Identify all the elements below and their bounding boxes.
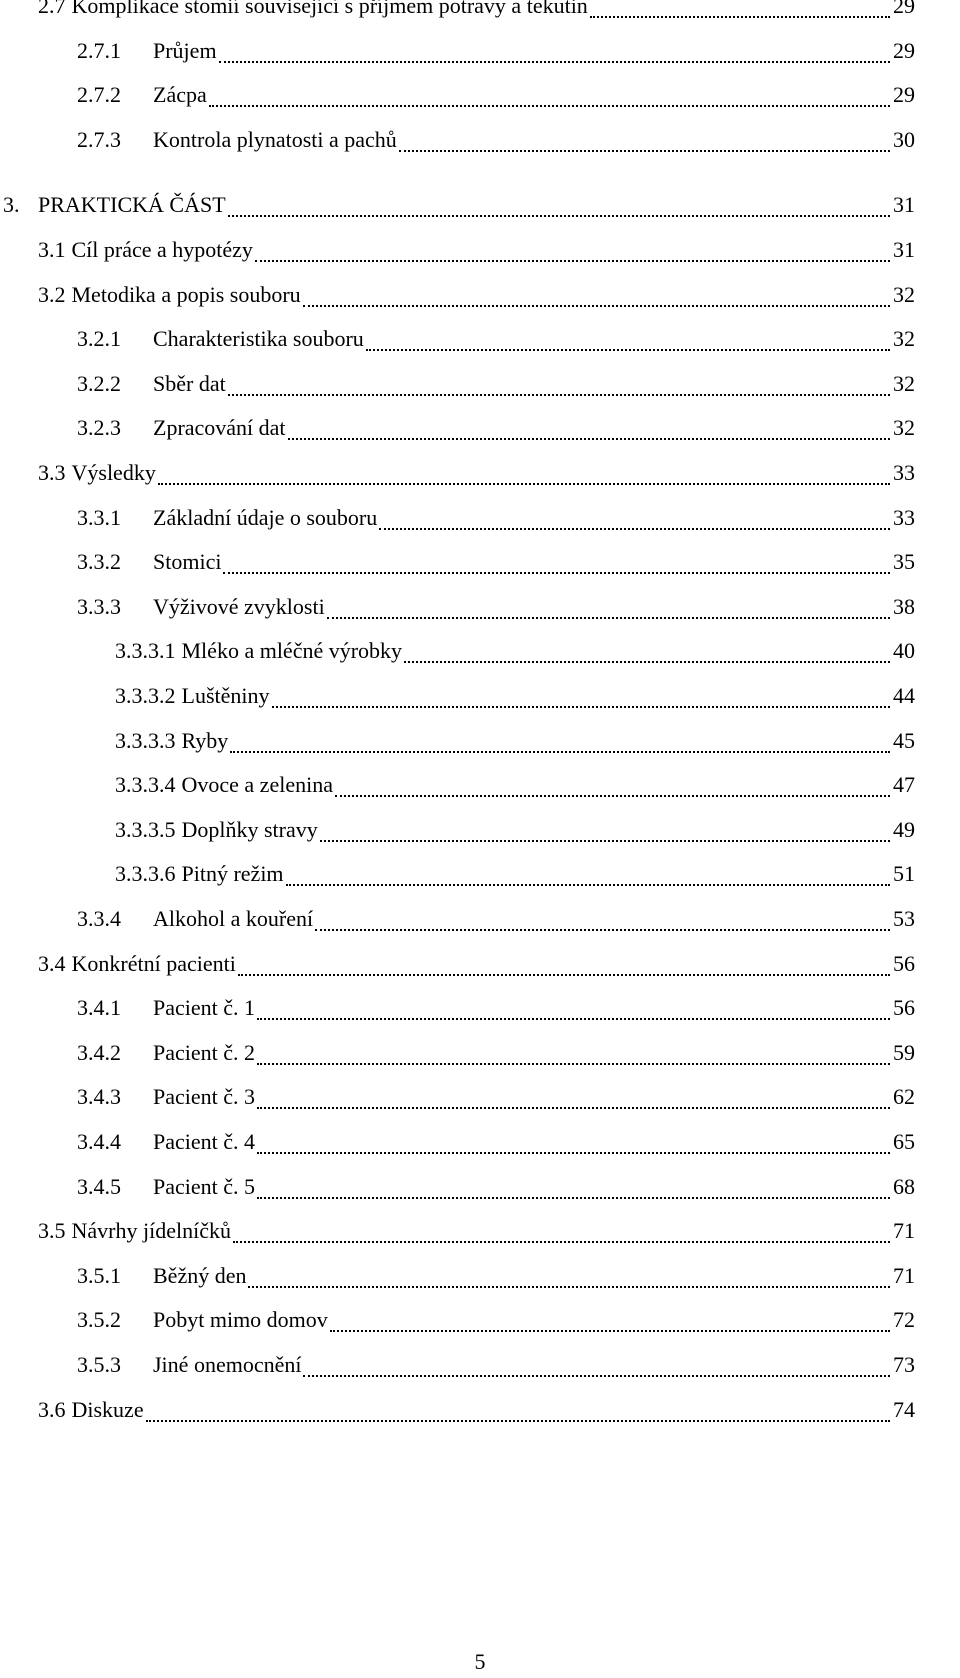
toc-dot-leader <box>379 528 890 530</box>
toc-entry-number: 3.3.3.2 <box>115 683 176 708</box>
toc-entry-text <box>77 906 313 932</box>
toc-dot-leader <box>303 305 890 307</box>
toc-dot-leader <box>146 1420 890 1422</box>
toc-entry-number: 3.2 <box>38 281 66 307</box>
toc-entry[interactable] <box>0 32 960 72</box>
toc-entry[interactable] <box>0 121 960 161</box>
toc-entry-page: 32 <box>893 415 915 441</box>
toc-entry-title: Výsledky <box>71 460 156 485</box>
toc-entry-number: 2.7.2 <box>77 82 121 108</box>
toc-entry[interactable] <box>0 1391 960 1431</box>
toc-entry[interactable] <box>0 0 960 27</box>
toc-dot-leader <box>238 974 890 976</box>
toc-entry-page: 56 <box>893 995 915 1021</box>
toc-entry-text <box>77 1084 255 1110</box>
toc-entry-title: Mléko a mléčné výrobky <box>181 638 403 664</box>
toc-entry[interactable] <box>0 1078 960 1118</box>
toc-entry-title: Základní údaje o souboru <box>153 504 378 530</box>
toc-entry-number: 3.5 <box>38 1218 66 1244</box>
toc-entry-page: 31 <box>893 192 915 218</box>
toc-entry-title: Diskuze <box>71 1396 144 1422</box>
toc-entry-title: Stomici <box>153 549 222 575</box>
toc-entry-page: 73 <box>893 1352 915 1377</box>
toc-dot-leader <box>209 105 890 107</box>
toc-dot-leader <box>228 215 890 217</box>
toc-entry-text <box>77 1174 255 1200</box>
toc-entry-number: 3.2.3 <box>77 415 121 441</box>
toc-entry-title: Pacient č. 4 <box>153 1129 256 1154</box>
toc-entry-page: 33 <box>893 504 915 530</box>
toc-entry[interactable] <box>0 900 960 940</box>
toc-entry-title: Metodika a popis souboru <box>71 281 301 307</box>
toc-entry-title: Pobyt mimo domov <box>153 1307 328 1333</box>
toc-entry-number: 3.2.1 <box>77 326 121 352</box>
toc-entry-text <box>38 282 301 308</box>
toc-entry[interactable] <box>0 945 960 985</box>
toc-entry[interactable] <box>0 320 960 360</box>
toc-dot-leader <box>255 260 890 262</box>
toc-entry-page: 56 <box>893 950 915 976</box>
toc-entry-text <box>77 371 226 397</box>
toc-entry[interactable] <box>0 1123 960 1163</box>
toc-entry-page: 31 <box>893 237 915 262</box>
toc-entry-text <box>77 594 325 620</box>
page-number: 5 <box>474 1649 486 1674</box>
toc-entry-number: 3.4.2 <box>77 1039 121 1065</box>
toc-dot-leader <box>335 795 890 797</box>
toc-dot-leader <box>286 884 890 886</box>
toc-entry[interactable] <box>0 588 960 628</box>
toc-entry-text <box>77 38 217 64</box>
toc-entry-number: 3.3 <box>38 460 66 485</box>
toc-entry-title: Ovoce a zelenina <box>181 772 333 798</box>
toc-entry-page: 32 <box>893 370 915 396</box>
toc-dot-leader <box>248 1286 890 1288</box>
toc-entry-page: 59 <box>893 1039 915 1065</box>
toc-dot-leader <box>272 706 890 708</box>
toc-entry[interactable] <box>0 454 960 494</box>
toc-dot-leader <box>320 840 890 842</box>
toc-dot-leader <box>257 1197 890 1199</box>
toc-entry[interactable] <box>0 766 960 806</box>
toc-entry-title: Zácpa <box>153 82 207 108</box>
toc-entry-title: Komplikace stomií související s příjmem potravy a tekutin <box>71 0 588 18</box>
toc-entry-text <box>77 127 397 153</box>
toc-entry-page: 47 <box>893 772 915 798</box>
toc-entry-text <box>38 1218 231 1244</box>
toc-entry-number: 3.3.3.3 <box>115 727 176 753</box>
toc-entry[interactable] <box>0 722 960 762</box>
toc-dot-leader <box>257 1152 890 1154</box>
toc-entry-text <box>77 1263 246 1289</box>
toc-dot-leader <box>327 617 890 619</box>
toc-entry-page: 71 <box>893 1218 915 1244</box>
toc-entry-title: Pacient č. 2 <box>153 1039 256 1065</box>
toc-entry-page: 40 <box>893 638 915 664</box>
toc-entry-text <box>77 326 364 352</box>
toc-entry-page: 68 <box>893 1173 915 1199</box>
toc-entry-title: Pitný režim <box>181 861 284 887</box>
toc-entry-page: 53 <box>893 906 915 931</box>
toc-entry-title: Pacient č. 5 <box>153 1173 256 1199</box>
toc-entry-page: 33 <box>893 460 915 485</box>
toc-entry-text <box>115 817 318 843</box>
toc-dot-leader <box>315 929 890 931</box>
toc-entry-number: 3.3.3.6 <box>115 861 176 887</box>
toc-entry-text <box>77 82 207 108</box>
toc-entry-page: 72 <box>893 1307 915 1333</box>
toc-dot-leader <box>219 61 890 63</box>
toc-entry-text <box>77 1129 255 1155</box>
toc-entry-text <box>38 951 236 977</box>
toc-entry-text <box>77 1307 328 1333</box>
toc-entry[interactable] <box>0 677 960 717</box>
toc-entry-title: Běžný den <box>153 1262 247 1288</box>
toc-entry-text <box>77 505 377 531</box>
toc-entry[interactable] <box>0 76 960 116</box>
toc-entry-number: 3.3.4 <box>77 906 121 931</box>
toc-entry-page: 30 <box>893 126 915 152</box>
toc-entry-text <box>77 995 255 1021</box>
toc-entry[interactable] <box>0 1168 960 1208</box>
toc-entry-text <box>77 1040 255 1066</box>
toc-entry-number: 3.3.3 <box>77 593 121 619</box>
toc-entry-title: Konkrétní pacienti <box>71 950 236 976</box>
toc-entry-number: 3.6 <box>38 1396 66 1422</box>
toc-entry-number: 3.4.1 <box>77 995 121 1021</box>
toc-entry[interactable] <box>0 989 960 1029</box>
toc-entry-text <box>38 460 156 486</box>
toc-entry-number: 3.1 <box>38 237 66 262</box>
toc-entry-page: 65 <box>893 1129 915 1154</box>
toc-entry-text <box>77 415 286 441</box>
toc-dot-leader <box>257 1063 890 1065</box>
toc-entry-number: 3.5.1 <box>77 1262 121 1288</box>
toc-dot-leader <box>230 751 890 753</box>
toc-entry-text <box>77 549 221 575</box>
toc-dot-leader <box>223 572 890 574</box>
toc-dot-leader <box>366 349 890 351</box>
toc-entry-title: Luštěniny <box>181 683 270 708</box>
toc-entry-title: Sběr dat <box>153 370 226 396</box>
toc-entry-text <box>115 683 270 709</box>
toc-entry-title: Cíl práce a hypotézy <box>71 237 253 262</box>
toc-dot-leader <box>257 1018 890 1020</box>
toc-entry[interactable] <box>0 409 960 449</box>
toc-entry-page: 29 <box>893 0 915 18</box>
toc-entry-text <box>115 638 402 664</box>
toc-entry[interactable] <box>0 632 960 672</box>
toc-entry[interactable] <box>0 231 960 271</box>
toc-entry-page: 45 <box>893 727 915 753</box>
toc-entry-number: 3.3.3.5 <box>115 816 176 842</box>
toc-dot-leader <box>303 1375 890 1377</box>
toc-entry-page: 51 <box>893 861 915 887</box>
toc-entry-title: PRAKTICKÁ ČÁST <box>38 192 226 218</box>
toc-entry-page: 32 <box>893 281 915 307</box>
toc-entry-number: 2.7 <box>38 0 66 18</box>
toc-entry-page: 71 <box>893 1262 915 1288</box>
toc-dot-leader <box>228 394 890 396</box>
toc-entry-number: 3.5.2 <box>77 1307 121 1333</box>
toc-entry[interactable] <box>0 499 960 539</box>
toc-entry[interactable] <box>0 1346 960 1386</box>
toc-entry-number: 2.7.1 <box>77 37 121 63</box>
toc-entry-text <box>38 237 253 263</box>
toc-entry-number: 3.4.3 <box>77 1084 121 1110</box>
toc-entry-number: 3.4.4 <box>77 1129 121 1154</box>
toc-entry-text <box>115 772 333 798</box>
toc-entry-title: Pacient č. 1 <box>153 995 256 1021</box>
toc-entry-title: Ryby <box>181 727 229 753</box>
toc-entry-number: 3.3.3.1 <box>115 638 176 664</box>
toc-entry-page: 32 <box>893 326 915 352</box>
toc-entry-page: 44 <box>893 683 915 708</box>
toc-entry-number: 3.3.2 <box>77 549 121 575</box>
toc-entry-number: 3.4.5 <box>77 1173 121 1199</box>
toc-entry-title: Kontrola plynatosti a pachů <box>153 126 397 152</box>
toc-entry[interactable] <box>0 811 960 851</box>
toc-entry-number: 3.2.2 <box>77 370 121 396</box>
toc-entry-title: Alkohol a kouření <box>153 906 314 931</box>
toc-dot-leader <box>288 438 890 440</box>
toc-entry-text <box>77 1352 301 1378</box>
toc-entry-title: Návrhy jídelníčků <box>71 1218 231 1244</box>
toc-entry-page: 62 <box>893 1084 915 1110</box>
toc-entry-page: 38 <box>893 593 915 619</box>
toc-entry-page: 35 <box>893 549 915 575</box>
toc-entry[interactable] <box>0 365 960 405</box>
toc-entry-title: Průjem <box>153 37 217 63</box>
toc-entry[interactable] <box>0 276 960 316</box>
toc-entry[interactable] <box>0 1301 960 1341</box>
toc-entry-title: Zpracování dat <box>153 415 286 441</box>
toc-entry-page: 74 <box>893 1396 915 1422</box>
toc-entry-title: Doplňky stravy <box>181 816 318 842</box>
toc-entry[interactable] <box>0 543 960 583</box>
toc-entry-page: 29 <box>893 82 915 108</box>
toc-dot-leader <box>257 1107 890 1109</box>
toc-entry[interactable] <box>0 186 960 226</box>
toc-entry-number: 3.4 <box>38 950 66 976</box>
toc-entry-text <box>38 0 588 19</box>
toc-dot-leader <box>590 16 890 18</box>
toc-entry-title: Pacient č. 3 <box>153 1084 256 1110</box>
toc-entry[interactable] <box>0 1257 960 1297</box>
toc-dot-leader <box>399 150 890 152</box>
toc-entry-title: Výživové zvyklosti <box>153 593 325 619</box>
toc-entry-page: 49 <box>893 816 915 842</box>
toc-entry-number: 2.7.3 <box>77 126 121 152</box>
toc-entry-number: 3. <box>3 192 20 218</box>
toc-dot-leader <box>233 1241 890 1243</box>
toc-entry-text <box>115 861 284 887</box>
toc-dot-leader <box>404 661 890 663</box>
toc-entry-text <box>3 192 226 218</box>
toc-entry-title: Jiné onemocnění <box>153 1352 302 1377</box>
toc-entry-number: 3.5.3 <box>77 1352 121 1377</box>
toc-entry[interactable] <box>0 1212 960 1252</box>
toc-dot-leader <box>158 483 890 485</box>
toc-entry-text <box>38 1397 144 1423</box>
toc-dot-leader <box>330 1330 890 1332</box>
toc-entry[interactable] <box>0 855 960 895</box>
toc-entry-number: 3.3.3.4 <box>115 772 176 798</box>
toc-entry[interactable] <box>0 1034 960 1074</box>
toc-entry-page: 29 <box>893 37 915 63</box>
toc-entry-number: 3.3.1 <box>77 504 121 530</box>
toc-entry-title: Charakteristika souboru <box>153 326 364 352</box>
toc-entry-text <box>115 728 228 754</box>
